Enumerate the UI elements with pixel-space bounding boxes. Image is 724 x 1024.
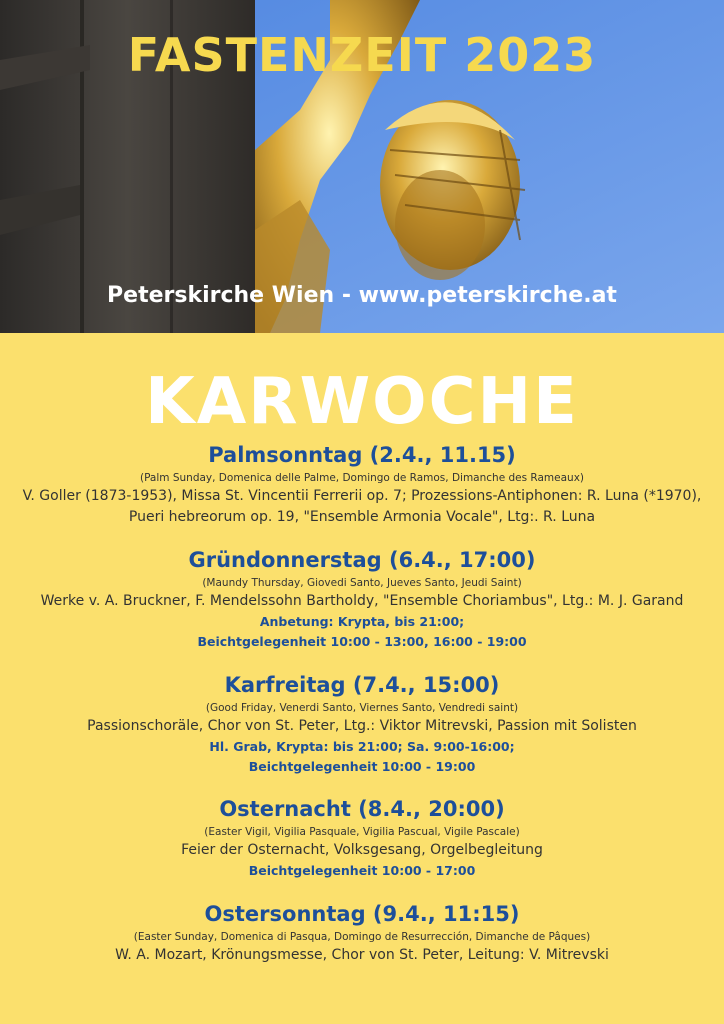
event-translations: (Maundy Thursday, Giovedi Santo, Jueves Santo, Jeudi Saint) [202,577,522,589]
poster-title: FASTENZEIT 2023 [127,28,597,82]
event-description: Passionschoräle, Chor von St. Peter, Ltg.: Viktor Mitrevski, Passion mit Solisten [87,718,637,734]
event-note: Beichtgelegenheit 10:00 - 13:00, 16:00 - 19:00 [197,634,527,649]
event-palmsonntag [0,442,724,528]
event-note: Beichtgelegenheit 10:00 - 19:00 [248,759,476,774]
event-translations: (Palm Sunday, Domenica delle Palme, Domingo de Ramos, Dimanche des Rameaux) [139,472,585,484]
event-description: Werke v. A. Bruckner, F. Mendelssohn Bartholdy, "Ensemble Choriambus", Ltg.: M. J. Garand [40,593,684,609]
event-ostersonntag [0,901,724,966]
event-title: Palmsonntag (2.4., 11.15) [208,443,516,467]
event-title: Osternacht (8.4., 20:00) [219,797,505,821]
event-translations: (Good Friday, Venerdi Santo, Viernes Santo, Vendredi saint) [205,702,519,714]
event-description: Pueri hebreorum op. 19, "Ensemble Armonia Vocale", Ltg:. R. Luna [128,509,596,525]
hero-banner [0,0,724,333]
event-karfreitag [0,672,724,777]
event-translations: (Easter Vigil, Vigilia Pasquale, Vigilia Pascual, Vigile Pascale) [204,826,520,838]
event-title: Ostersonntag (9.4., 11:15) [204,902,520,926]
event-title: Gründonnerstag (6.4., 17:00) [188,548,536,572]
section-heading: KARWOCHE [145,365,579,439]
event-note: Beichtgelegenheit 10:00 - 17:00 [248,863,476,878]
church-website: Peterskirche Wien - www.peterskirche.at [107,283,617,308]
event-note: Anbetung: Krypta, bis 21:00; [259,614,465,629]
schedule-section [0,333,724,1024]
event-osternacht [0,796,724,881]
event-title: Karfreitag (7.4., 15:00) [224,673,500,697]
event-description: V. Goller (1873-1953), Missa St. Vincentii Ferrerii op. 7; Prozessions-Antiphonen: R. Luna (*1970), [22,488,702,504]
event-note: Hl. Grab, Krypta: bis 21:00; Sa. 9:00-16:00; [209,739,515,754]
event-description: W. A. Mozart, Krönungsmesse, Chor von St. Peter, Leitung: V. Mitrevski [115,947,609,963]
event-gruendonnerstag [0,547,724,652]
event-translations: (Easter Sunday, Domenica di Pasqua, Domingo de Resurrección, Dimanche de Pâques) [133,931,591,943]
event-description: Feier der Osternacht, Volksgesang, Orgelbegleitung [181,842,543,858]
